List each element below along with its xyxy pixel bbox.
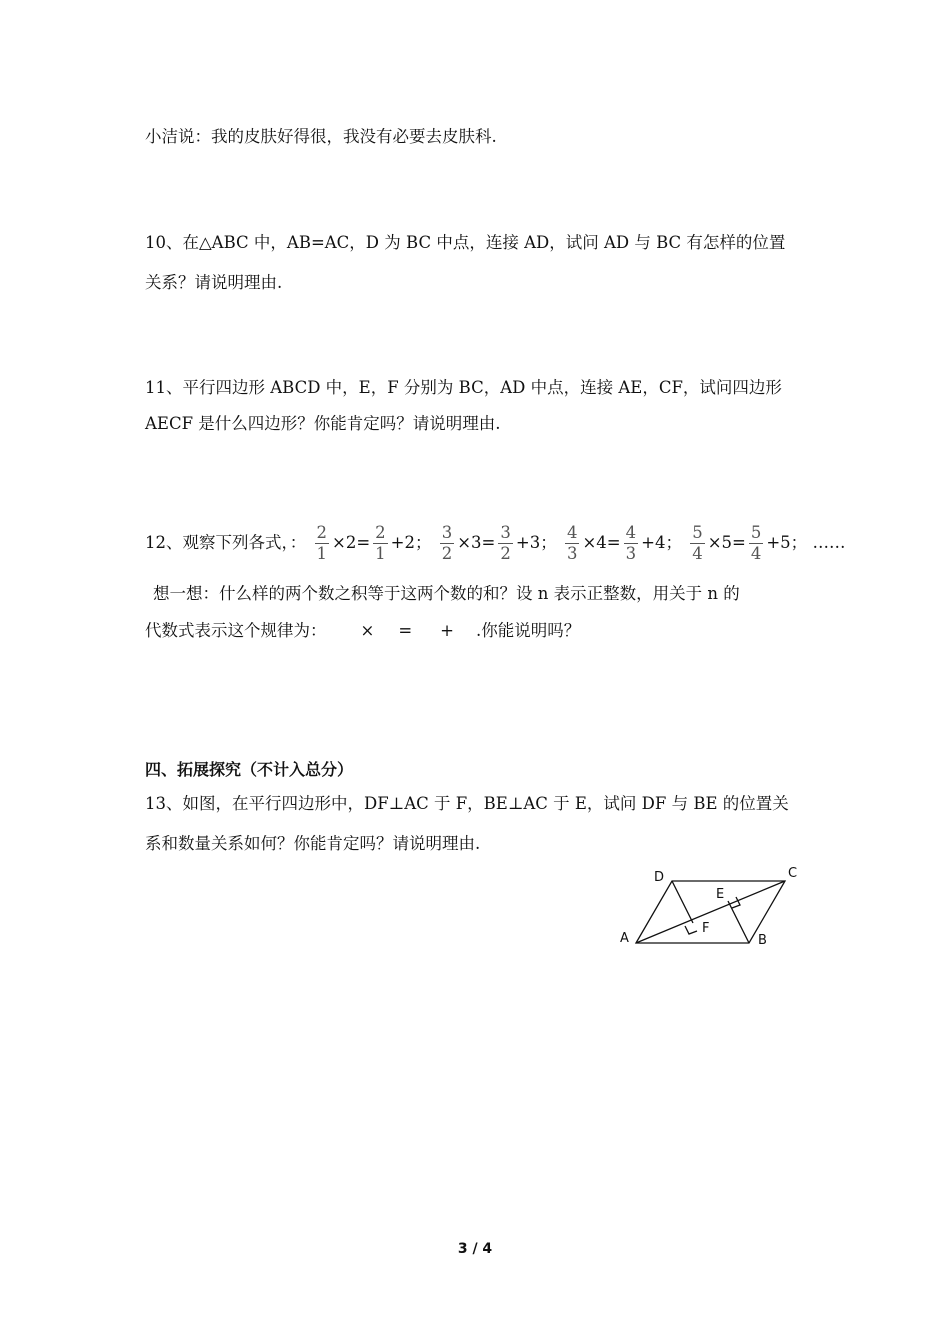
question-13-line1: 13、如图，在平行四边形中，DF⊥AC 于 F，BE⊥AC 于 E，试问 DF 与 BE 的位置关 xyxy=(145,794,789,813)
fraction: $\frac{3}{2}$ xyxy=(500,523,511,563)
fraction: $\frac{4}{3}$ xyxy=(566,523,578,563)
fraction: $\frac{5}{4}$ xyxy=(692,523,703,563)
label-c: C xyxy=(788,866,798,881)
label-a: A xyxy=(620,931,629,946)
fraction: $\frac{5}{4}$ xyxy=(750,523,762,563)
right-angle-f xyxy=(685,926,697,934)
question-11-line1: 11、平行四边形 ABCD 中，E，F 分别为 BC，AD 中点，连接 AE，CF，试问四边形 xyxy=(145,378,782,397)
question-11-line2: AECF 是什么四边形？你能肯定吗？请说明理由. xyxy=(145,414,501,433)
question-12-line3: 代数式表示这个规律为： × = + .你能说明吗？ xyxy=(145,621,581,640)
fraction: $\frac{2}{1}$ xyxy=(316,523,327,563)
label-f: F xyxy=(702,921,710,936)
times-symbol: × xyxy=(360,621,375,640)
question-10-line1: 10、在△ABC 中，AB=AC，D 为 BC 中点，连接 AD，试问 AD 与 BC 有怎样的位置 xyxy=(145,233,786,252)
segment-be xyxy=(728,901,749,943)
fraction: $\frac{4}{3}$ xyxy=(625,523,637,563)
parallelogram-figure xyxy=(612,860,812,955)
label-e: E xyxy=(716,887,725,902)
label-b: B xyxy=(758,933,767,948)
section-4-heading: 四、拓展探究（不计入总分） xyxy=(145,760,354,779)
label-d: D xyxy=(654,870,665,885)
question-12-sequence: 12、观察下列各式，： $\frac{2}{1}$ ×2= $\frac{2}{1}$ +2； $\frac{3}{2}$ ×3= $\frac{3}{2}$ +3； $\frac{4}{3}$ ×4= $\frac{4}{3}$ +4； $\frac{5}{4}$ ×5= $\frac{5}{4}$ +5； …… xyxy=(145,523,846,563)
question-13-line2: 系和数量关系如何？你能肯定吗？请说明理由. xyxy=(145,834,481,853)
fraction: $\frac{3}{2}$ xyxy=(441,523,453,563)
ellipsis: …… xyxy=(812,533,846,552)
q12-prefix: 12、观察下列各式，： xyxy=(145,533,307,552)
fraction: $\frac{2}{1}$ xyxy=(375,523,386,563)
page-number: 3 / 4 xyxy=(457,1241,493,1257)
equals-symbol: = xyxy=(398,621,413,640)
text-top: 小洁说：我的皮肤好得很，我没有必要去皮肤科. xyxy=(145,127,497,146)
question-12-line2: 想一想：什么样的两个数之积等于这两个数的和？设 n 表示正整数，用关于 n 的 xyxy=(153,584,740,603)
question-10-line2: 关系？请说明理由. xyxy=(145,273,283,292)
plus-symbol: + xyxy=(440,621,454,640)
segment-df xyxy=(672,881,693,923)
